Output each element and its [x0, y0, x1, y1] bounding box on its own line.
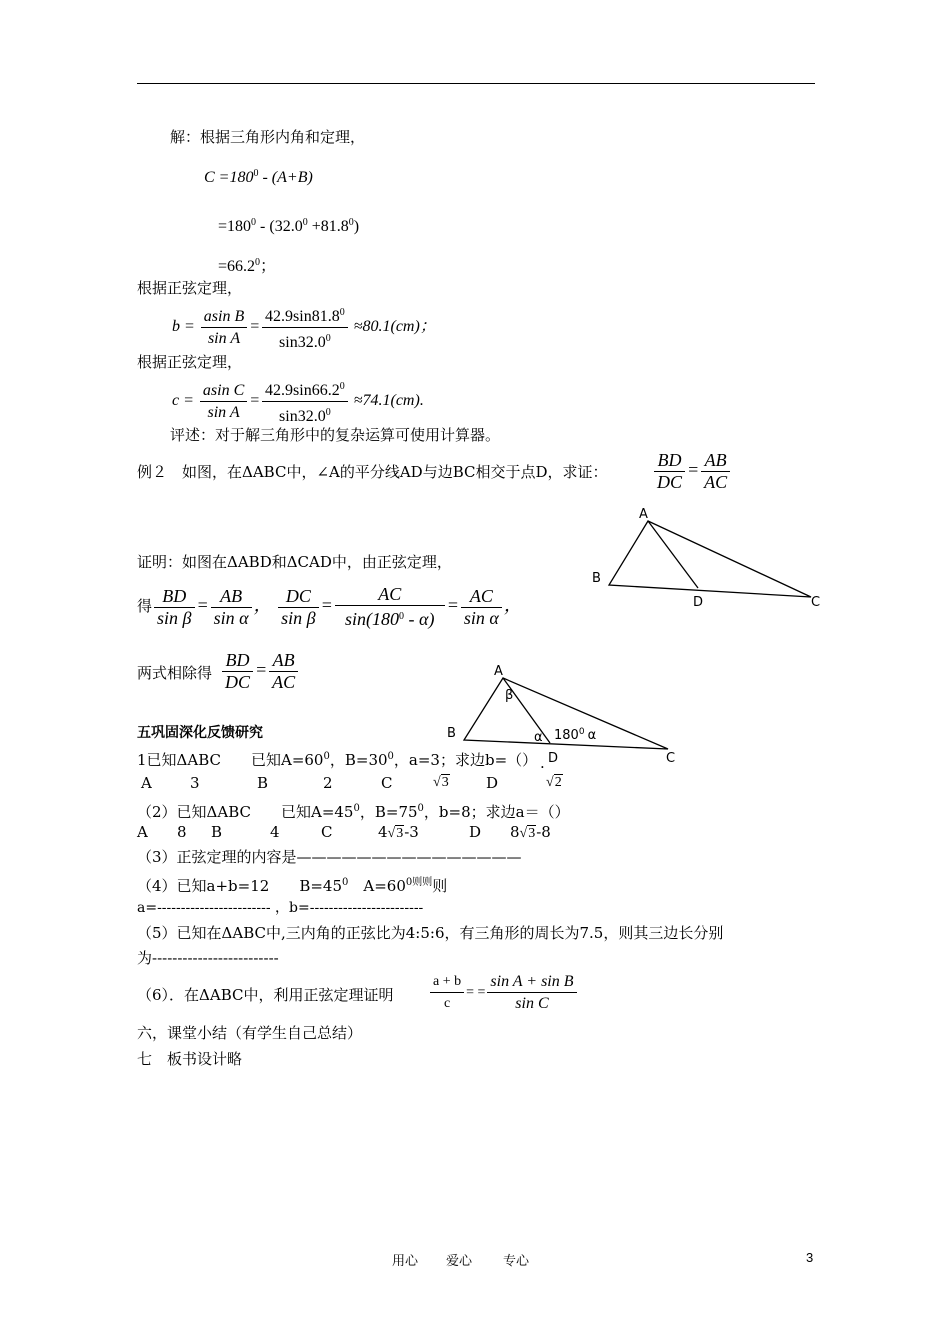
q5-answer-line: 为------------------------- — [137, 949, 279, 967]
page-number: 3 — [806, 1250, 814, 1265]
eq-b: b = $\frac{\text{asin B}}{\text{sin A}}$ = $\frac{42.9\sin 81.8^0}{\sin 32.0^0}$ ≈80.1(cm)； — [172, 303, 436, 352]
q2-text: （2）已知ΔABC 已知$A=45^0$，$B=75^0$，b=8；求边a＝（） — [137, 803, 570, 821]
proof-equation: 得 $\frac{BD}{\text{sin β}}$ = $\frac{AB}{\text{sin α}}$ ， $\frac{DC}{\text{sin β}}$ = $\frac{AC}{\sin(180^0 - \alpha)}$ = $\frac{AC}{\text{sin α}}$ ， — [137, 584, 522, 629]
label-180: $180^0$ α — [554, 727, 597, 743]
q2-options: A 8 B 4 C 4√3-3 D 8√3-8 — [137, 823, 551, 841]
q1-text: 1已知ΔABC 已知$A=60^0$，$B=30^0$，a=3；求边b=（） — [137, 751, 538, 769]
header-rule — [137, 83, 815, 84]
eq-c-line1: $C =180^0 - (A+B)$ — [204, 168, 313, 186]
triangle-figure-1 — [585, 500, 830, 615]
divide-result: $\frac{BD}{DC}$ = $\frac{AB}{AC}$ — [220, 651, 300, 692]
q4-answer-line: a=------------------------ ，b=------------------------ — [137, 900, 424, 916]
q5-text: （5）已知在ΔABC中,三内角的正弦比为4:5:6，有三角形的周长为7.5，则其三边长分别 — [137, 924, 724, 942]
footer-text-2: 爱心 — [446, 1254, 473, 1269]
footer-text-1: 用心 — [392, 1254, 419, 1269]
eq-c: c = $\frac{\text{asin C}}{\text{sin A}}$ = $\frac{42.9\sin 66.2^0}{\sin 32.0^0}$ ≈74.1(cm). — [172, 377, 424, 426]
label-a: A — [639, 507, 648, 522]
section-5-title: 五巩固深化反馈研究 — [137, 725, 263, 741]
eq-c-line2: $=180^0 - (32.0^0 +81.8^0)$ — [218, 217, 360, 235]
eq-c-line3: $=66.2^0$； — [218, 257, 277, 275]
section-7-board: 七 板书设计略 — [137, 1050, 243, 1068]
label-alpha-1: α — [534, 730, 543, 745]
proof-intro: 证明：如图在ΔABD和ΔCAD中，由正弦定理， — [137, 553, 452, 571]
bisector-ad — [648, 521, 698, 588]
q1-options: A 3 B 2 C √3 D √2 — [141, 774, 562, 792]
example-2-text: 例２ 如图，在ΔABC中，∠A的平分线AD与边BC相交于点D，求证： — [137, 463, 608, 481]
q3-text: （3）正弦定理的内容是——————————————— — [137, 848, 522, 866]
footer-text-3: 专心 — [503, 1254, 530, 1269]
label-b-2: B — [447, 726, 456, 741]
sine-law-label-2: 根据正弦定理， — [137, 353, 243, 371]
example-2-ratio: $\frac{BD}{DC}$ = $\frac{AB}{AC}$ — [652, 451, 732, 492]
q1-dot: . — [540, 754, 545, 772]
divide-label: 两式相除得 — [137, 664, 213, 682]
triangle-abc — [609, 521, 811, 597]
q4-text: （4）已知a+b=12 $B=45^0$ $A=60^{0则则}$则 — [137, 877, 448, 895]
sine-law-label-1: 根据正弦定理， — [137, 279, 243, 297]
label-c-2: C — [666, 751, 676, 766]
label-a-2: A — [494, 664, 503, 679]
section-6-summary: 六，课堂小结（有学生自己总结） — [137, 1024, 363, 1042]
q6-formula: $\frac{a + b}{c}$ = = $\frac{\text{sin A + sin B}}{\text{sin C}}$ — [428, 972, 579, 1013]
label-d-2: D — [548, 751, 559, 766]
solution-intro: 解：根据三角形内角和定理， — [170, 128, 366, 146]
review-note: 评述：对于解三角形中的复杂运算可使用计算器。 — [170, 426, 501, 444]
label-b: B — [592, 571, 601, 586]
q6-text: （6）．在ΔABC中，利用正弦定理证明 — [137, 986, 394, 1004]
label-d: D — [693, 595, 704, 610]
label-beta: β — [505, 688, 514, 703]
label-c: C — [811, 595, 821, 610]
